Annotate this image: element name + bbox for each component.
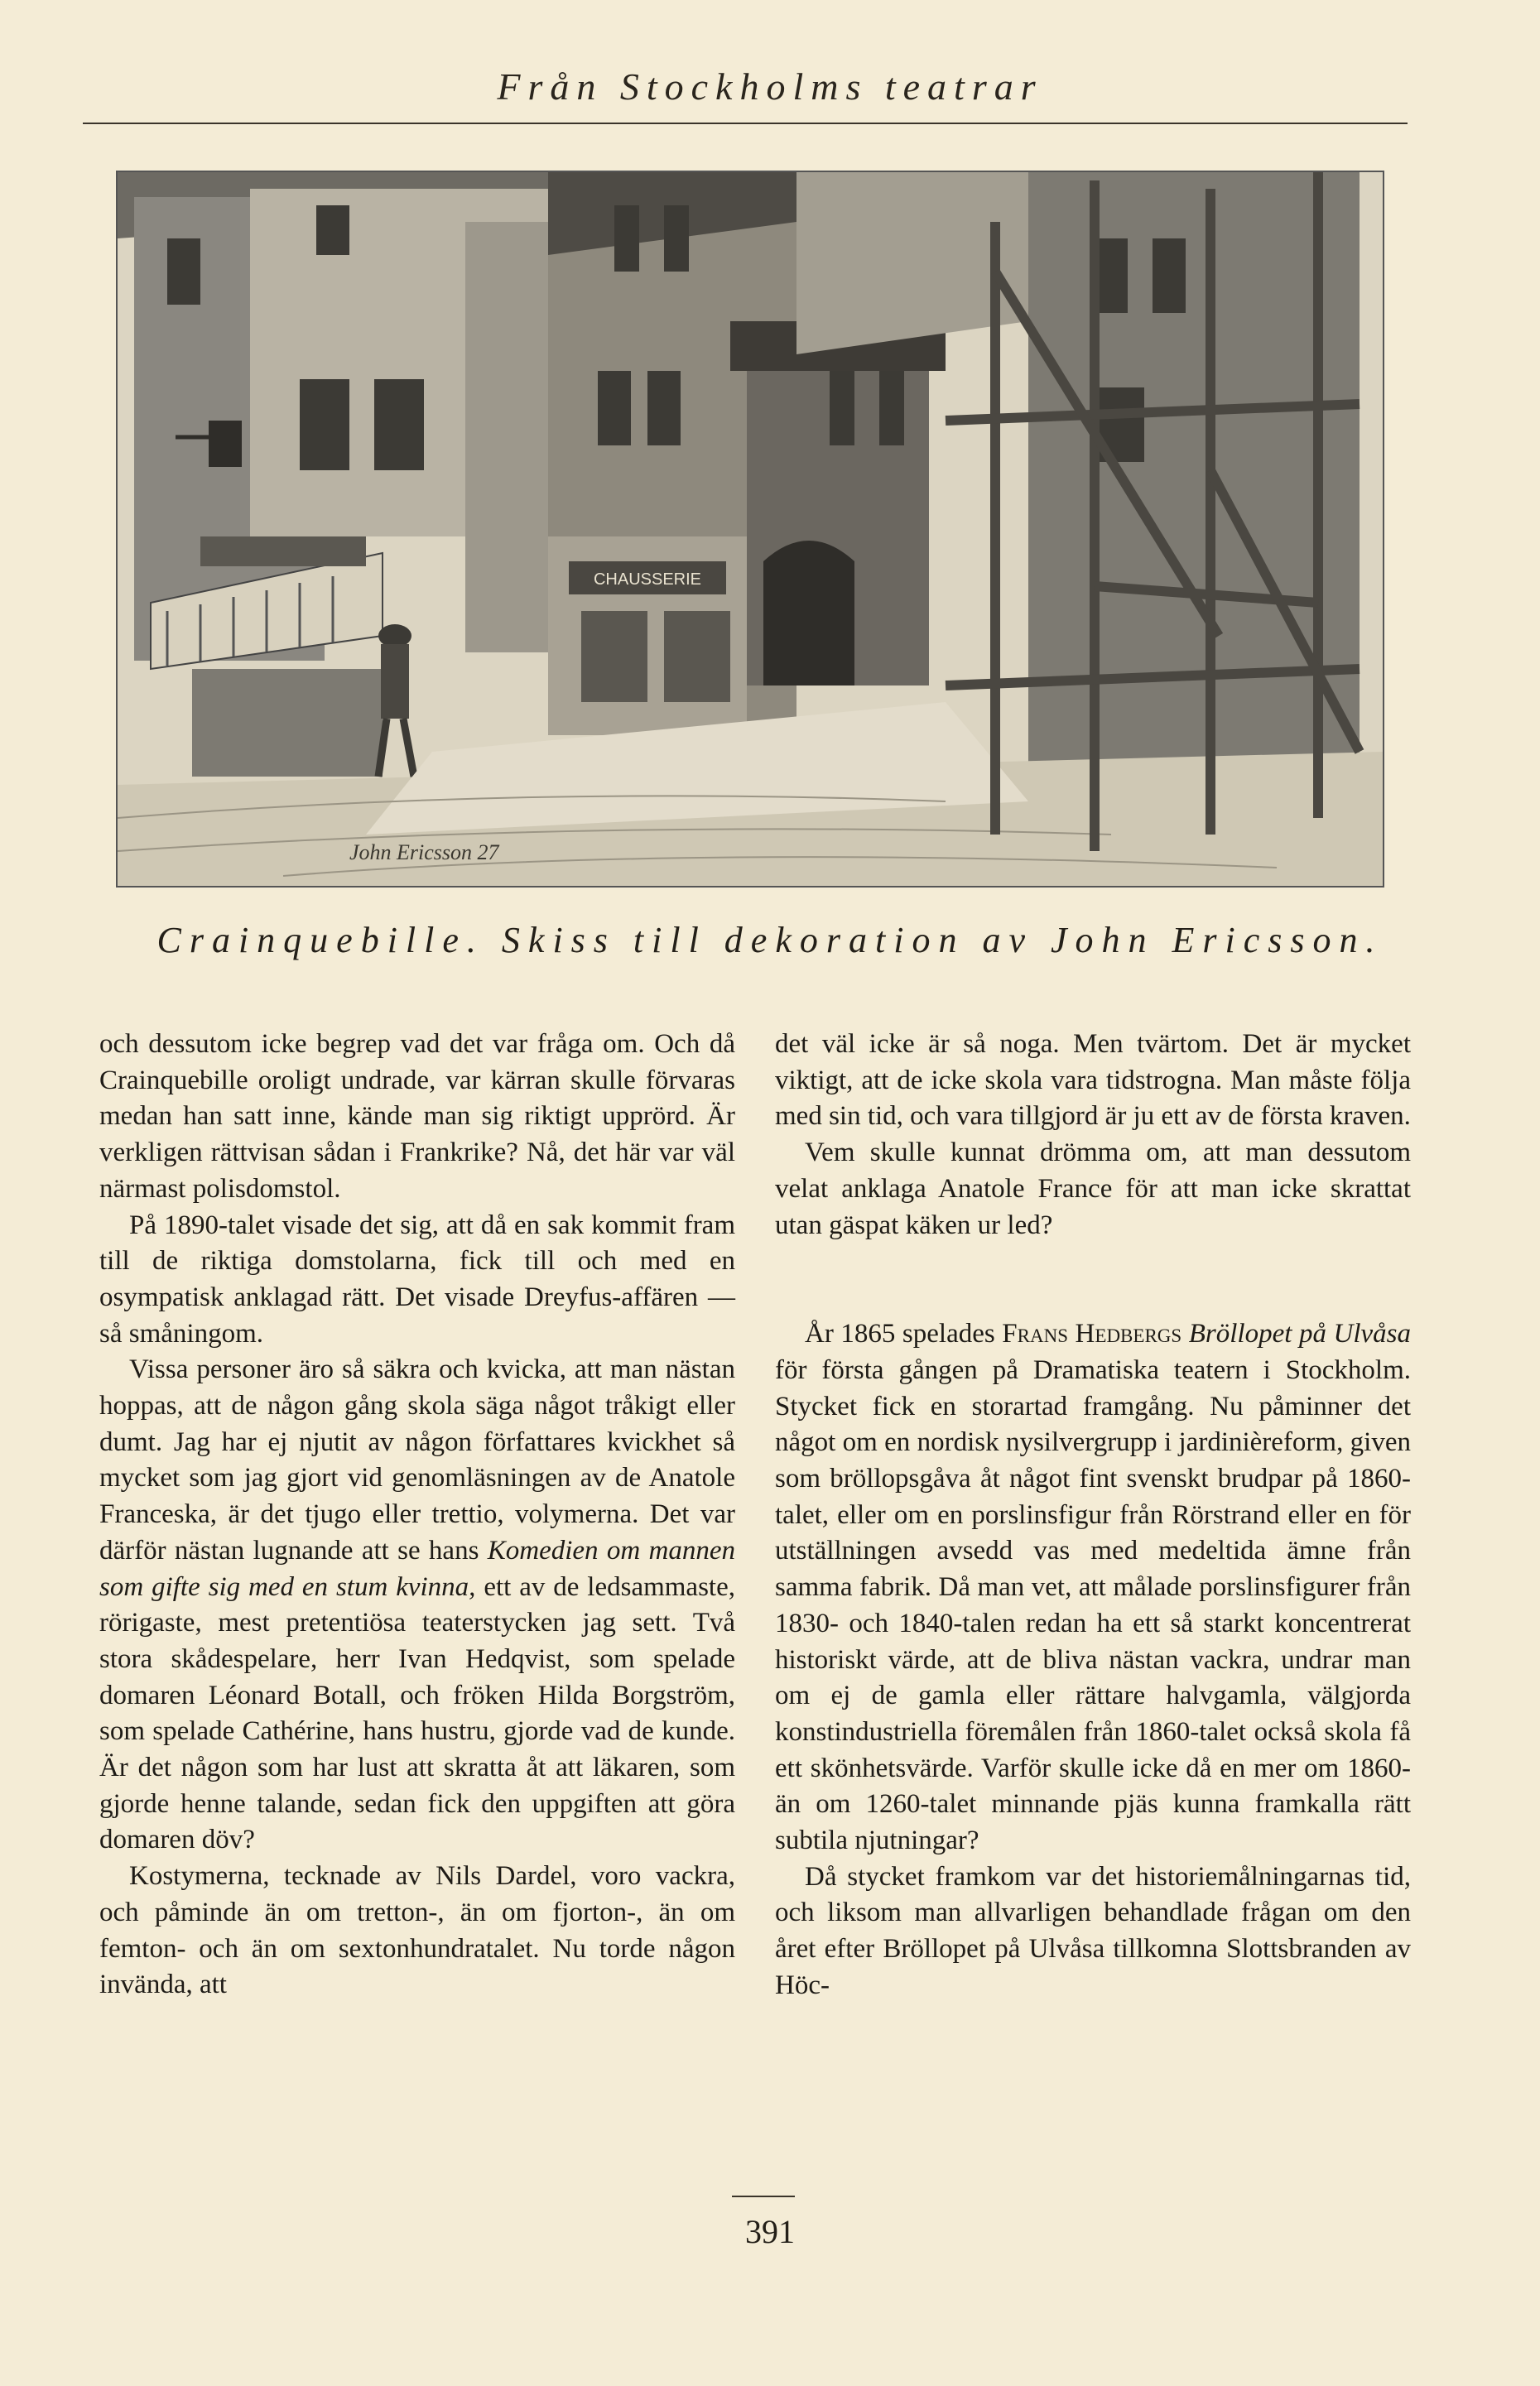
right-paragraph-4: Då stycket framkom var det historiemålningarnas tid, och liksom man allvarligen behandlade frågan om den året efter Bröllopet på Ulvåsa tillkomna Slottsbranden av Höc- xyxy=(775,1861,1411,2000)
right-paragraph-3-space xyxy=(1181,1319,1189,1349)
left-paragraph-3-text-a: Vissa personer äro så säkra och kvicka, att man nästan hoppas, att de någon gång skola säga något tråkigt eller dumt. Jag har ej njutit av någon författares kvickhet så mycket som jag gjort vid genomläsningen av de Anatole Franceska, är det tjugo eller trettio, volymerna. Det var därför nästan lugnande att se hans xyxy=(99,1354,735,1566)
left-paragraph-1: och dessutom icke begrep vad det var fråga om. Och då Crainquebille oroligt undrade, var kärran skulle förvaras medan han satt inne, kände man sig riktigt upprörd. Är verkligen rättvisan sådan i Frankrike? Nå, det här var väl närmast polisdomstol. xyxy=(99,1029,735,1204)
right-paragraph-3-text-a: År 1865 spelades xyxy=(805,1319,1003,1349)
figure-caption: Crainquebille. Skiss till dekoration av John Ericsson. xyxy=(156,920,1384,960)
left-paragraph-3 xyxy=(99,1352,735,1859)
section-gap xyxy=(775,1244,1411,1316)
header-rule xyxy=(83,123,1408,124)
right-paragraph-3 xyxy=(775,1316,1411,1859)
left-column xyxy=(99,1027,735,2004)
shop-sign-text: CHAUSSERIE xyxy=(593,570,702,589)
play-title-komedien: Komedien om mannen som gifte sig med en stum kvinna, xyxy=(99,1535,735,1602)
stage-sketch-illustration xyxy=(116,171,1384,888)
illustration-drawing xyxy=(118,172,1383,886)
left-paragraph-4: Kostymerna, tecknade av Nils Dardel, voro vackra, och påminde än om tretton-, än om fjorton-, än om femton- och än om sextonhundratalet. Nu torde någon invända, att xyxy=(99,1861,735,2000)
author-name: Frans Hedbergs xyxy=(1002,1319,1182,1349)
play-title-brollopet: Bröllopet på Ulvåsa xyxy=(1188,1319,1412,1349)
left-paragraph-2: På 1890-talet visade det sig, att då en sak kommit fram till de riktiga domstolarna, fick till och med en osympatisk anklagad rätt. Det visade Dreyfus-affären — så småningom. xyxy=(99,1210,735,1349)
page-number: 391 xyxy=(745,2213,795,2250)
left-paragraph-3-text-b: ett av de ledsammaste, rörigaste, mest pretentiösa teaterstycken jag sett. Två stora skådespelare, herr Ivan Hedqvist, som spelade domaren Léonard Botall, och fröken Hilda Borgström, som spelade Cathérine, hans hustru, gjorde vad de kunde. Är det någon som har lust att skratta åt att läkaren, som gjorde henne talande, sedan fick den uppgiften att göra domaren döv? xyxy=(99,1571,735,1855)
running-head: Från Stockholms teatrar xyxy=(497,65,1043,108)
right-column xyxy=(775,1027,1411,2004)
right-paragraph-3-text-b: för första gången på Dramatiska teatern i Stockholm. Stycket fick en storartad framgång. Nu påminner det något om en nordisk nysilvergrupp i jardinièreform, given som bröllopsgåva åt något fint svenskt brudpar på 1860-talet, eller om en porslinsfigur från Rörstrand eller en för utställningen avsedd vas med medeltida ämne från samma fabrik. Då man vet, att målade porslinsfigurer från 1830- och 1840-talen redan ha ett så starkt koncentrerat historiskt värde, att de bliva nästan vackra, undrar man om ej de gamla eller rättare halvgamla, välgjorda konstindustriella föremålen från 1860-talet också skola få ett skönhetsvärde. Varför skulle icke då en mer om 1860- än om 1260-talet minnande pjäs kunna framkalla rätt subtila njutningar? xyxy=(775,1354,1411,1856)
right-paragraph-1: det väl icke är så noga. Men tvärtom. Det är mycket viktigt, att de icke skola vara tidstrogna. Man måste följa med sin tid, och vara tillgjord är ju ett av de första kraven. xyxy=(775,1029,1411,1132)
right-paragraph-2: Vem skulle kunnat drömma om, att man dessutom velat anklaga Anatole France för att man icke skrattat utan gäspat käken ur led? xyxy=(775,1138,1411,1240)
folio-rule xyxy=(732,2196,795,2197)
artist-signature: John Ericsson 27 xyxy=(349,840,499,864)
